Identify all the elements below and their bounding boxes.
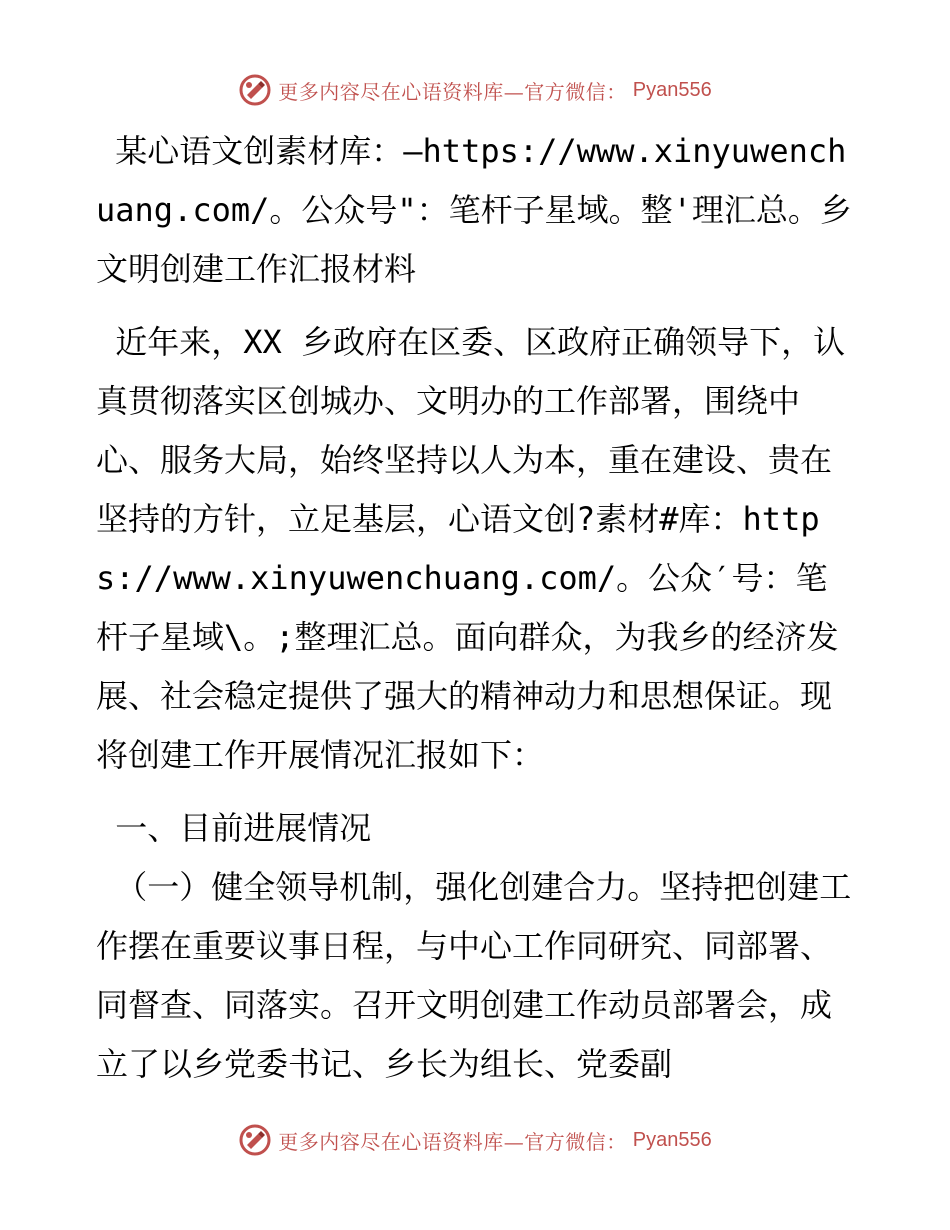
header-watermark-banner [0,70,950,110]
banner-text: 更多内容尽在心语资料库—官方微信： [278,1129,627,1154]
section-heading: 一、目前进展情况 [96,809,372,847]
banner-wechat-id: Pyan556 [632,1128,712,1151]
banner-text: 更多内容尽在心语资料库—官方微信： [278,79,627,104]
intro-paragraph: 某心语文创素材库：—https://www.xinyuwenchuang.com/。公众号"：笔杆子星域。整'理汇总。乡文明创建工作汇报材料 [96,132,852,288]
body-paragraph: 近年来，XX 乡政府在区委、区政府正确领导下，认真贯彻落实区创城办、文明办的工作部署，围绕中心、服务大局，始终坚持以人为本，重在建设、贵在坚持的方针，立足基层，心语文创?素材#库：https://www.xinyuwenchuang.com/。公众′号：笔杆子星域\。;整理汇总。面向群众，为我乡的经济发展、社会稳定提供了强大的精神动力和思想保证。现将创建工作开展情况汇报如下： [96,323,846,774]
document-body [96,122,856,1094]
section-paragraph: （一）健全领导机制，强化创建合力。坚持把创建工作摆在重要议事日程，与中心工作同研究、同部署、同督查、同落实。召开文明创建工作动员部署会，成立了以乡党委书记、乡长为组长、党委副 [96,868,852,1083]
seal-logo-icon [238,73,272,107]
footer-watermark-banner [0,1120,950,1160]
seal-logo-icon [238,1123,272,1157]
banner-wechat-id: Pyan556 [632,78,712,101]
